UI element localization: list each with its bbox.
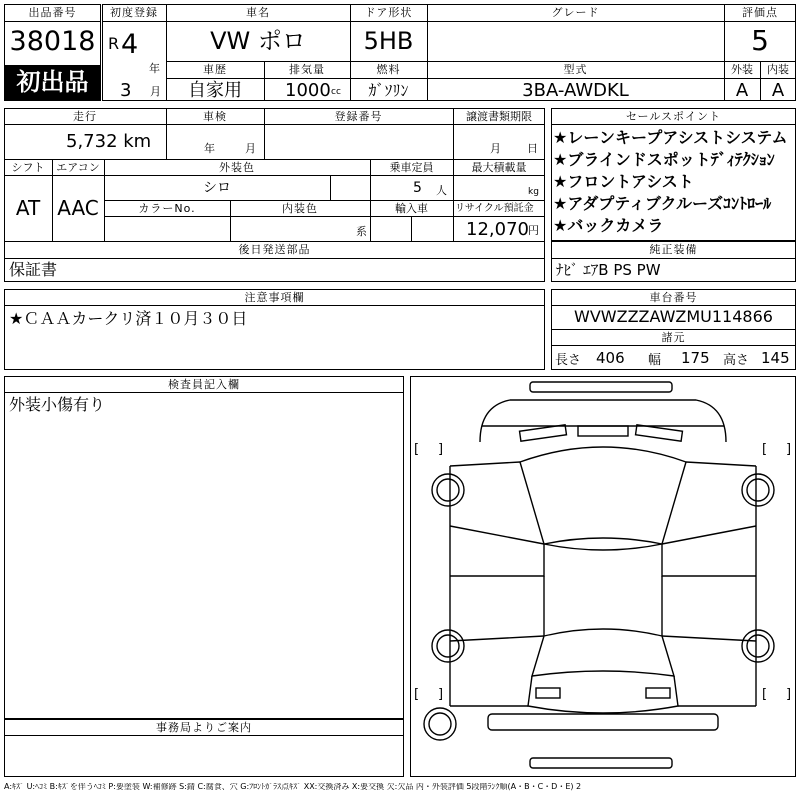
svg-text:]: ] (438, 442, 444, 457)
inspector-label: 検査員記入欄 (168, 378, 240, 391)
transfer-day-unit: 日 (527, 142, 538, 155)
reg-number-label: 登録番号 (334, 110, 383, 123)
capacity-value: 5 (413, 180, 422, 196)
import-label: 輸入車 (395, 202, 428, 215)
door-label: ドア形状 (364, 6, 413, 19)
length-label: 長さ (555, 353, 582, 368)
exterior-grade: A (735, 80, 749, 101)
sales-point-item: ★バックカメラ (553, 216, 664, 235)
sales-point-item: ★フロントアシスト (553, 172, 694, 191)
sales-points-label: セールスポイント (625, 110, 721, 123)
lot-number: 38018 (9, 26, 96, 57)
capacity-unit: 人 (436, 184, 447, 197)
recycle-value: 12,070 (466, 219, 529, 240)
mileage-label: 走行 (73, 110, 97, 123)
grade-label: グレード (551, 6, 600, 19)
svg-text:[: [ (762, 687, 768, 702)
displacement-unit: cc (331, 87, 341, 97)
exterior-color-label: 外装色 (219, 161, 255, 174)
svg-text:]: ] (786, 442, 792, 457)
notes-label: 注意事項欄 (244, 291, 305, 304)
door-type: 5HB (363, 27, 414, 55)
history-value: 自家用 (188, 80, 242, 101)
notes-value: ★ＣＡＡカークリ済１０月３０日 (9, 309, 248, 328)
fuel-label: 燃料 (376, 63, 401, 76)
ac-value: AAC (57, 196, 99, 220)
inspection-label: 車検 (203, 110, 227, 123)
score-value: 5 (751, 24, 769, 57)
equipment-value: ﾅﾋﾞ ｴｱB PS PW (556, 261, 661, 279)
ac-label: エアコン (56, 161, 100, 174)
inspector-notes: 外装小傷有り (9, 395, 106, 414)
first-reg-year: 4 (121, 29, 139, 60)
interior-grade: A (771, 80, 785, 101)
year-unit: 年 (149, 62, 160, 75)
svg-text:[: [ (762, 442, 768, 457)
history-label: 車歴 (203, 63, 227, 76)
displacement-value: 1000 (285, 80, 331, 101)
displacement-label: 排気量 (289, 63, 325, 76)
model-label: 型式 (563, 63, 588, 76)
model-value: 3BA-AWDKL (522, 80, 629, 101)
height-label: 高さ (723, 353, 750, 368)
svg-text:[: [ (414, 687, 420, 702)
color-number-label: カラーNo. (138, 202, 196, 215)
sales-point-item: ★アダプティブクルーズｺﾝﾄﾛｰﾙ (553, 194, 772, 213)
first-reg-label: 初度登録 (110, 6, 158, 19)
chassis-number: WVWZZZAWZMU114866 (574, 307, 773, 326)
length-value: 406 (596, 349, 625, 367)
interior-color-label: 内装色 (282, 202, 318, 215)
transfer-deadline-label: 譲渡書類期限 (466, 110, 532, 123)
lot-number-label: 出品番号 (28, 6, 77, 19)
shift-value: AT (15, 196, 41, 220)
exterior-color-value: シロ (203, 180, 231, 196)
later-parts-value: 保証書 (9, 260, 58, 279)
score-label: 評価点 (742, 6, 778, 19)
inspector-box (4, 376, 404, 719)
inspection-month-unit: 月 (245, 142, 256, 155)
first-reg-month: 3 (120, 80, 132, 101)
width-value: 175 (681, 349, 710, 367)
sales-point-item: ★レーンキープアシストシステム (553, 128, 788, 147)
later-parts-label: 後日発送部品 (238, 243, 311, 256)
inspection-year-unit: 年 (204, 142, 215, 155)
mileage-value: 5,732 km (66, 131, 152, 152)
interior-grade-label: 内装 (767, 63, 789, 76)
chassis-label: 車台番号 (649, 291, 698, 304)
interior-color-suffix: 系 (356, 225, 367, 238)
first-listing-label: 初出品 (16, 68, 89, 96)
car-diagram (410, 376, 796, 777)
office-label: 事務局よりご案内 (156, 721, 252, 734)
damage-legend: A:ｷｽﾞ U:ﾍｺﾐ B:ｷｽﾞを伴うﾍｺﾐ P:要塗装 W:補修跡 S:錆 C:腐食、穴 G:ﾌﾛﾝﾄｶﾞﾗｽ点ｷｽﾞ XX:交換済み X:要交換 欠:欠品 内・外装評価 5段階ﾗﾝｸ順(A・B・C・D・E) 2 (4, 783, 582, 791)
svg-text:]: ] (438, 687, 444, 702)
transfer-month-unit: 月 (490, 142, 501, 155)
height-value: 145 (761, 349, 790, 367)
sales-point-item: ★ブラインドスポットﾃﾞｨﾃｸｼｮﾝ (553, 150, 775, 169)
equipment-label: 純正装備 (649, 243, 698, 256)
svg-text:[: [ (414, 442, 420, 457)
shift-label: シフト (11, 161, 45, 174)
era-letter: R (108, 34, 120, 53)
month-unit: 月 (150, 85, 161, 98)
svg-text:]: ] (786, 687, 792, 702)
spec-label: 諸元 (661, 331, 686, 344)
fuel-value: ｶﾞｿﾘﾝ (368, 81, 409, 100)
max-load-label: 最大積載量 (471, 161, 527, 174)
capacity-label: 乗車定員 (389, 161, 434, 174)
car-name-label: 車名 (246, 6, 270, 19)
recycle-unit: 円 (528, 224, 539, 237)
exterior-grade-label: 外装 (731, 63, 753, 76)
car-name: VW ポロ (210, 27, 306, 55)
max-load-unit: kg (528, 187, 539, 197)
width-label: 幅 (648, 353, 662, 368)
recycle-label: リサイクル預託金 (455, 203, 534, 214)
